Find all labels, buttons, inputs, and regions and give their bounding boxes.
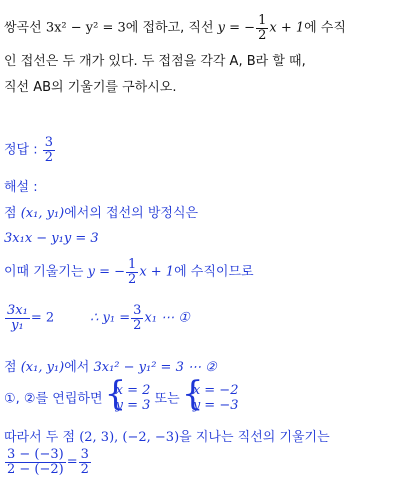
point-x1-y1: (x₁, y₁) (20, 206, 65, 221)
solution-line-7: 따라서 두 점 (2, 3), (−2, −3)을 지나는 직선의 기울기는 (4, 430, 330, 445)
tangent-equation: 3x₁x − y₁y = 3 (4, 231, 99, 246)
line-equation-tail: x + 1 (269, 20, 305, 36)
line-equation-lhs: y = − (87, 264, 126, 280)
therefore-expression: ∴ y₁ = (90, 310, 131, 326)
fraction-one-half: $\frac{1}{2}$ (128, 257, 137, 287)
equation-one-tail: x₁ ⋯ ① (144, 310, 190, 326)
solution-line-6: ①, ②를 연립하면 { x = 2 y = 3 또는 { x = −2 y = −3 (4, 384, 238, 414)
answer-fraction: $\frac{3}{2}$ (44, 135, 54, 165)
problem-text: 쌍곡선 (4, 20, 46, 36)
problem-line-2: 인 접선은 두 개가 있다. 두 접점을 각각 A, B라 할 때, (4, 54, 306, 69)
line-equation-lhs: y = − (217, 20, 256, 36)
problem-text: 에 접하고, 직선 (125, 20, 218, 36)
line-equation-tail: x + 1 (139, 264, 175, 280)
final-slope-fraction: $\frac{3}{2}$ (80, 447, 89, 477)
point-x1-y1: (x₁, y₁) (20, 360, 65, 375)
solution-line-1: 점 (x₁, y₁)에서의 접선의 방정식은 (4, 206, 199, 221)
answer-label: 정답 : (4, 142, 42, 158)
problem-text: 에 수직 (304, 20, 346, 36)
solution-line-8: $\frac{3 - (-3)}{2 - (-2)}$ = $\frac{3}{2}$ (7, 447, 89, 477)
solution-system-2: { x = −2 y = −3 (184, 384, 239, 414)
solution-line-4: $\frac{\text{3x₁}}{\text{y₁}}$ = 2 ∴ y₁ = $\frac{3}{2}$ x₁ ⋯ ① (7, 303, 190, 333)
solution-line-3: 이때 기울기는 y = − $\frac{1}{2}$ x + 1에 수직이므로 (4, 257, 254, 287)
equation-two: 3x₁² − y₁² = 3 ⋯ ② (93, 360, 217, 375)
problem-line-3: 직선 AB의 기울기를 구하시오. (4, 80, 177, 95)
solution-label: 해설 : (4, 180, 38, 195)
answer-line (4, 136, 56, 164)
hyperbola-equation: 3x² − y² = 3 (45, 20, 126, 36)
slope-fraction: $\frac{\text{3x₁}}{\text{y₁}}$ (7, 303, 28, 333)
solution-system-1: { x = 2 y = 3 (107, 384, 151, 414)
solution-line-5: 점 (x₁, y₁)에서 3x₁² − y₁² = 3 ⋯ ② (4, 360, 217, 375)
slope-calculation-fraction: $\frac{3 - (-3)}{2 - (-2)}$ (7, 447, 64, 477)
two-points: (2, 3), (−2, −3) (79, 430, 180, 445)
problem-line-1 (4, 14, 346, 42)
fraction-one-half: $\frac{1}{2}$ (258, 13, 267, 43)
fraction-three-halves: $\frac{3}{2}$ (133, 303, 142, 333)
